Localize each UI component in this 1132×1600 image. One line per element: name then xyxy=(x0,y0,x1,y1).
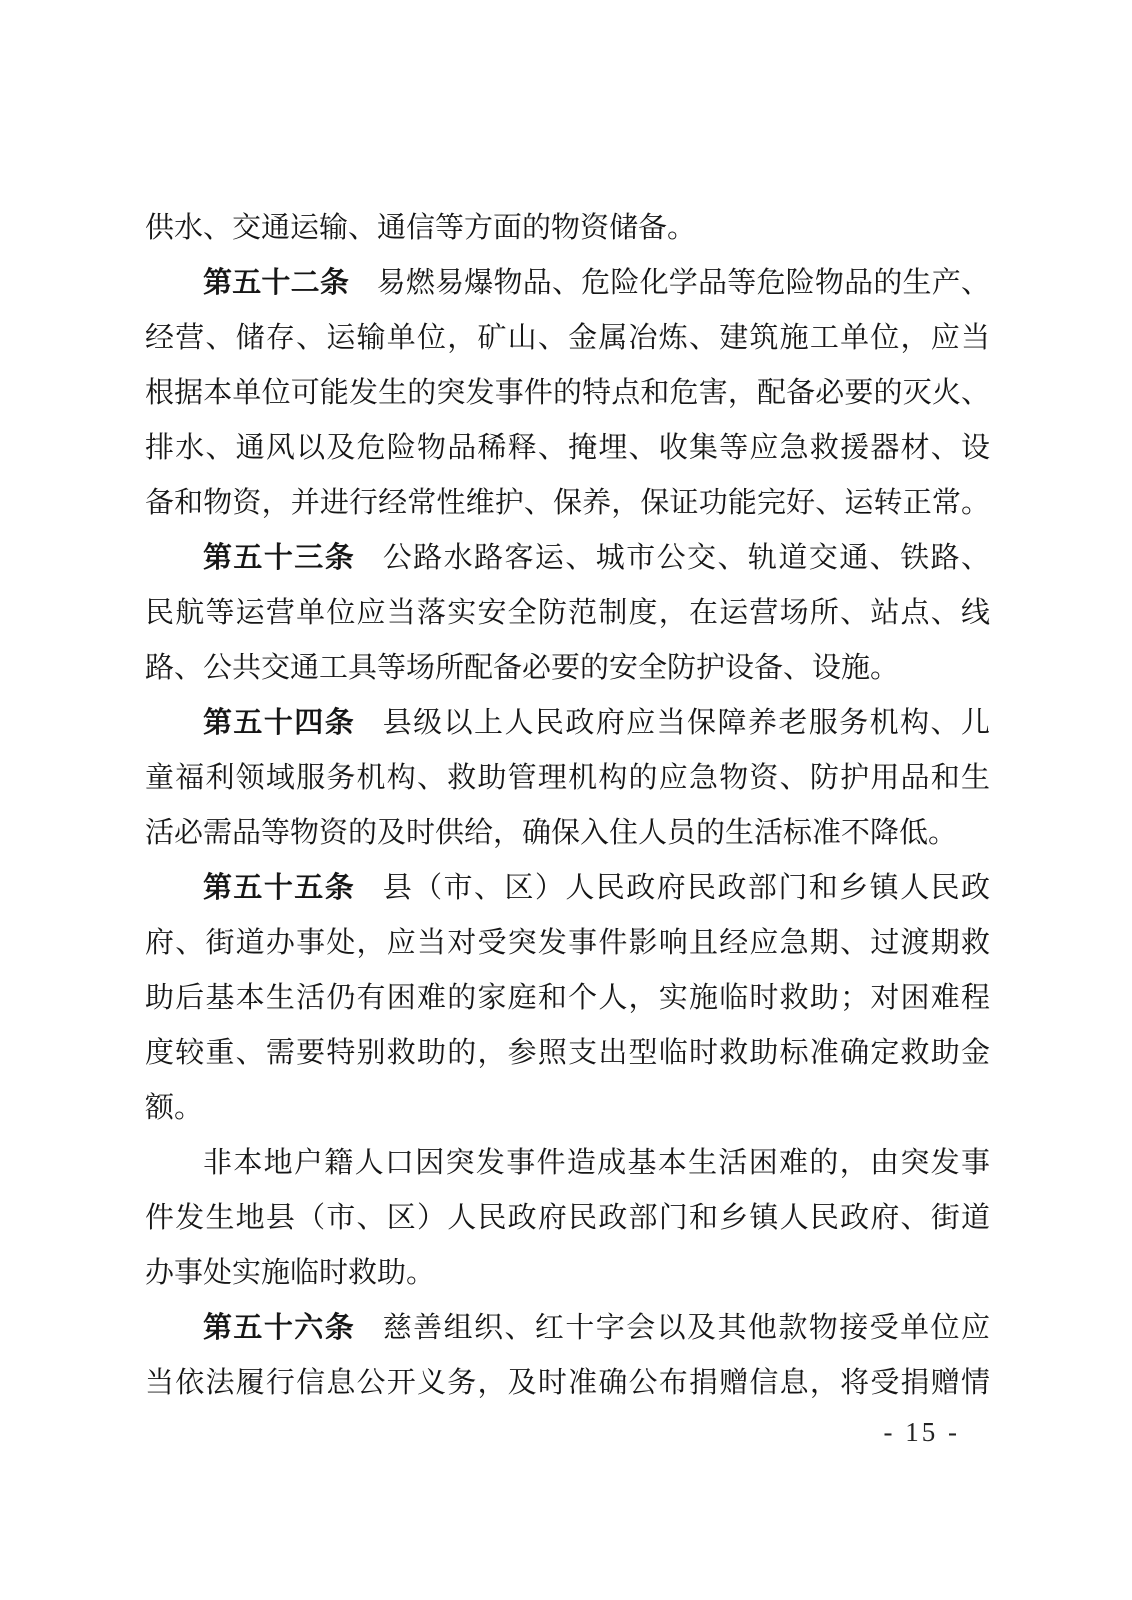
text-line xyxy=(145,201,990,256)
line-text: 童福利领域服务机构、救助管理机构的应急物资、防护用品和生 xyxy=(145,762,990,794)
line-text: 助后基本生活仍有困难的家庭和个人，实施临时救助；对困难程 xyxy=(145,982,990,1014)
text-line xyxy=(145,366,990,421)
line-text: 供水、交通运输、通信等方面的物资储备。 xyxy=(145,212,697,244)
line-text: 县（市、区）人民政府民政部门和乡镇人民政 xyxy=(382,872,990,904)
article-line xyxy=(145,861,990,916)
text-line xyxy=(145,1136,990,1191)
line-text: 易燃易爆物品、危险化学品等危险物品的生产、 xyxy=(376,267,990,299)
line-text: 县级以上人民政府应当保障养老服务机构、儿 xyxy=(382,707,990,739)
line-text: 公路水路客运、城市公交、轨道交通、铁路、 xyxy=(382,542,990,574)
text-line xyxy=(145,311,990,366)
page-number: - 15 - xyxy=(883,1417,960,1447)
line-text: 度较重、需要特别救助的，参照支出型临时救助标准确定救助金 xyxy=(145,1037,990,1069)
text-line xyxy=(145,971,990,1026)
text-line xyxy=(145,1191,990,1246)
article-number: 第五十四条 xyxy=(203,707,356,739)
text-line xyxy=(145,1081,990,1136)
article-number: 第五十五条 xyxy=(203,872,356,904)
text-line xyxy=(145,1356,990,1411)
article-line xyxy=(145,531,990,586)
text-line xyxy=(145,1246,990,1301)
line-text: 当依法履行信息公开义务，及时准确公布捐赠信息，将受捐赠情 xyxy=(145,1367,990,1399)
line-text: 非本地户籍人口因突发事件造成基本生活困难的，由突发事 xyxy=(203,1147,990,1179)
article-number: 第五十三条 xyxy=(203,542,356,574)
line-text: 民航等运营单位应当落实安全防范制度，在运营场所、站点、线 xyxy=(145,597,990,629)
article-line xyxy=(145,696,990,751)
article-number: 第五十六条 xyxy=(203,1312,356,1344)
article-line xyxy=(145,1301,990,1356)
article-number: 第五十二条 xyxy=(203,267,350,299)
text-line xyxy=(145,806,990,861)
text-line xyxy=(145,586,990,641)
line-text: 件发生地县（市、区）人民政府民政部门和乡镇人民政府、街道 xyxy=(145,1202,990,1234)
line-text: 排水、通风以及危险物品稀释、掩埋、收集等应急救援器材、设 xyxy=(145,432,990,464)
line-text: 活必需品等物资的及时供给，确保入住人员的生活标准不降低。 xyxy=(145,817,958,849)
article-line xyxy=(145,256,990,311)
line-text: 经营、储存、运输单位，矿山、金属冶炼、建筑施工单位，应当 xyxy=(145,322,990,354)
line-text: 根据本单位可能发生的突发事件的特点和危害，配备必要的灭火、 xyxy=(145,377,990,409)
text-line xyxy=(145,421,990,476)
line-text: 备和物资，并进行经常性维护、保养，保证功能完好、运转正常。 xyxy=(145,487,990,519)
text-line xyxy=(145,476,990,531)
line-text: 额。 xyxy=(145,1092,204,1124)
line-text: 府、街道办事处，应当对受突发事件影响且经应急期、过渡期救 xyxy=(145,927,990,959)
text-line xyxy=(145,1026,990,1081)
line-text: 慈善组织、红十字会以及其他款物接受单位应 xyxy=(382,1312,990,1344)
text-line xyxy=(145,916,990,971)
text-line xyxy=(145,751,990,806)
line-text: 办事处实施临时救助。 xyxy=(145,1257,436,1289)
text-block xyxy=(145,201,990,1411)
line-text: 路、公共交通工具等场所配备必要的安全防护设备、设施。 xyxy=(145,652,900,684)
text-line xyxy=(145,641,990,696)
